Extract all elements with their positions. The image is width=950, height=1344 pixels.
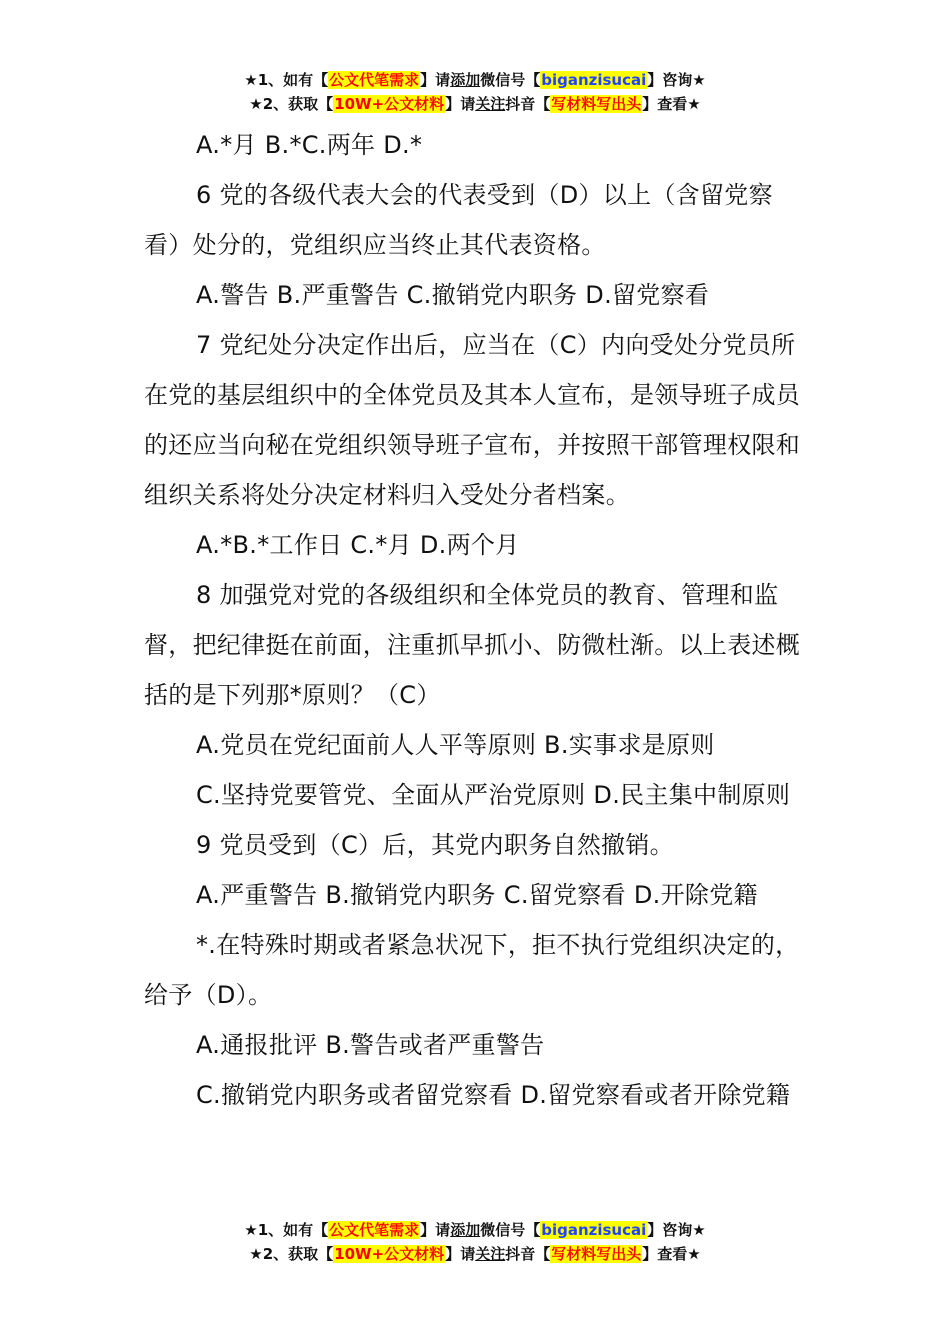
banner-underline-text: 关注 — [475, 95, 506, 113]
banner-line-1 — [0, 1218, 950, 1242]
banner-text: 】请 — [445, 1245, 476, 1263]
banner-text: ★2、获取【 — [249, 1245, 334, 1263]
banner-text: 】请 — [420, 71, 451, 89]
highlight-ghostwriting: 公文代笔需求 — [329, 71, 420, 89]
banner-line-1 — [0, 68, 950, 92]
highlight-douyin: 写材料写出头 — [551, 95, 642, 113]
highlight-wechat-id: biganzisucai — [541, 1221, 647, 1239]
banner-text: 】咨询★ — [647, 1221, 706, 1239]
banner-text: 】请 — [420, 1221, 451, 1239]
banner-text: 微信号【 — [480, 71, 541, 89]
highlight-douyin: 写材料写出头 — [551, 1245, 642, 1263]
banner-text: 抖音【 — [505, 1245, 551, 1263]
highlight-materials: 10W+公文材料 — [334, 95, 445, 113]
banner-underline-text: 添加 — [450, 1221, 481, 1239]
highlight-wechat-id: biganzisucai — [541, 71, 647, 89]
bottom-banner — [0, 1218, 950, 1266]
option-line: A.警告 B.严重警告 C.撤销党内职务 D.留党察看 — [196, 281, 710, 309]
option-line: A.通报批评 B.警告或者严重警告 — [196, 1031, 545, 1059]
highlight-ghostwriting: 公文代笔需求 — [329, 1221, 420, 1239]
option-line: A.严重警告 B.撤销党内职务 C.留党察看 D.开除党籍 — [196, 881, 758, 909]
option-line: A.*B.*工作日 C.*月 D.两个月 — [196, 531, 520, 559]
question-7: 7 党纪处分决定作出后，应当在（C）内向受处分党员所在党的基层组织中的全体党员及其本人宣布，是领导班子成员的还应当向秘在党组织领导班子宣布，并按照干部管理权限和组织关系将处分决定材料归入受处分者档案。 — [144, 331, 801, 509]
banner-text: ★1、如有【 — [244, 71, 329, 89]
option-line: A.*月 B.*C.两年 D.* — [196, 131, 423, 159]
question-6: 6 党的各级代表大会的代表受到（D）以上（含留党察看）处分的，党组织应当终止其代表资格。 — [144, 181, 773, 259]
banner-line-2 — [0, 92, 950, 116]
banner-line-2 — [0, 1242, 950, 1266]
highlight-materials: 10W+公文材料 — [334, 1245, 445, 1263]
option-line: C.撤销党内职务或者留党察看 D.留党察看或者开除党籍 — [196, 1081, 791, 1109]
banner-text: 】查看★ — [642, 1245, 701, 1263]
option-line: A.党员在党纪面前人人平等原则 B.实事求是原则 — [196, 731, 715, 759]
top-banner — [0, 68, 950, 116]
banner-text: 】查看★ — [642, 95, 701, 113]
banner-underline-text: 关注 — [475, 1245, 506, 1263]
banner-underline-text: 添加 — [450, 71, 481, 89]
banner-text: ★2、获取【 — [249, 95, 334, 113]
banner-text: 抖音【 — [505, 95, 551, 113]
question-8: 8 加强党对党的各级组织和全体党员的教育、管理和监督，把纪律挺在前面，注重抓早抓小、防微杜渐。以上表述概括的是下列那*原则？（C） — [144, 581, 801, 709]
question-10: *.在特殊时期或者紧急状况下，拒不执行党组织决定的，给予（D）。 — [144, 931, 800, 1009]
option-line: C.坚持党要管党、全面从严治党原则 D.民主集中制原则 — [196, 781, 791, 809]
banner-text: 微信号【 — [480, 1221, 541, 1239]
banner-text: ★1、如有【 — [244, 1221, 329, 1239]
banner-text: 】请 — [445, 95, 476, 113]
banner-text: 】咨询★ — [647, 71, 706, 89]
question-9: 9 党员受到（C）后，其党内职务自然撤销。 — [196, 831, 674, 859]
document-body — [144, 120, 808, 1120]
